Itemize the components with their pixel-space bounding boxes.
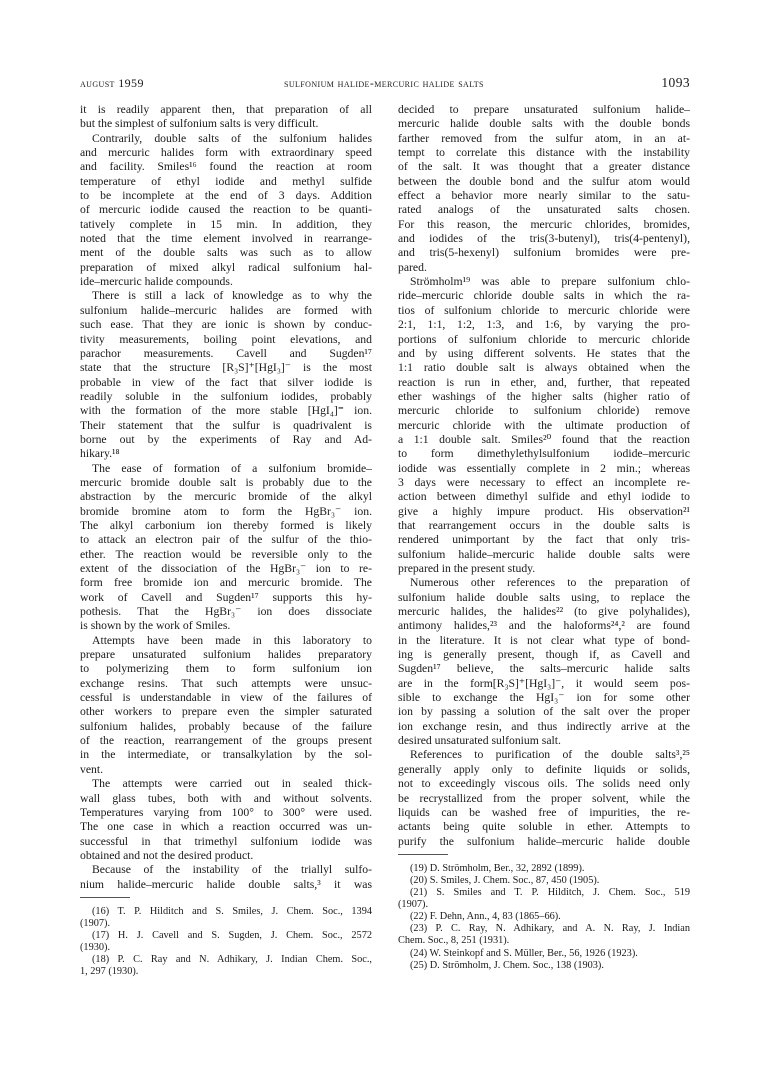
text-line: noted that the time element involved in rearrange- bbox=[80, 232, 372, 246]
text-line: between the double bond and the sulfur atom would bbox=[398, 174, 690, 188]
text-line: and iodides of the tris(3-butenyl), tris(4-pentenyl), bbox=[398, 232, 690, 246]
text-line: is shown by the work of Smiles. bbox=[80, 619, 231, 633]
text-line: Their statement that the sulfur is quadrivalent is bbox=[80, 418, 372, 432]
text-line: and facility. Smiles¹⁶ found the reaction at room bbox=[80, 160, 372, 174]
page-number: 1093 bbox=[661, 75, 690, 90]
text-line: ment of the double salts was such as to allow bbox=[80, 246, 372, 260]
text-line: abstraction by the mercuric bromide of the alkyl bbox=[80, 490, 372, 504]
text-line: that rearrangement occurs in the double salts is bbox=[398, 518, 690, 532]
text-line: 2:1, 1:1, 1:2, 1:3, and 1:6, by varying the pro- bbox=[398, 318, 690, 332]
text-line: in the literature. It is not clear what type of bond- bbox=[398, 633, 690, 647]
text-line: extent of the dissociation of the HgBr₃⁻ ion to re- bbox=[80, 562, 372, 575]
text-line: sulfonium halide–mercuric halide double salts were bbox=[398, 547, 690, 561]
text-line: and mercuric halides form with extraordinary speed bbox=[80, 146, 372, 160]
left-column-body bbox=[80, 103, 372, 892]
text-line: The ease of formation of a sulfonium bromide– bbox=[92, 461, 372, 475]
text-line: of the salt. It was thought that a greater distance bbox=[398, 160, 690, 174]
text-line: References to purification of the double salts³,²⁵ bbox=[410, 748, 690, 762]
text-line: cessful is understandable in view of the failures of bbox=[80, 691, 372, 705]
text-line: but the simplest of sulfonium salts is very difficult. bbox=[80, 117, 319, 131]
text-line: pothesis. That the HgBr₃⁻ ion does dissociate bbox=[80, 605, 372, 619]
text-line: ion exchange resin, and thus indirectly arrive at the bbox=[398, 719, 690, 733]
text-line: sulfonium halides, probably because of the failure bbox=[80, 719, 372, 733]
text-line: hikary.¹⁸ bbox=[80, 447, 120, 461]
text-line: action between dimethyl sulfide and ethyl iodide to bbox=[398, 490, 690, 504]
text-line: reaction is run in ether, and, further, that repeated bbox=[398, 375, 690, 389]
text-line: and by using different solvents. He states that the bbox=[398, 346, 690, 360]
reference-line: (19) D. Strömholm, Ber., 32, 2892 (1899). bbox=[410, 862, 585, 874]
text-line: bromide bromine atom to form the HgBr₃⁻ ion. bbox=[80, 504, 372, 518]
reference-line: (1907). bbox=[80, 918, 111, 929]
text-line: The alkyl carbonium ion thereby formed is likely bbox=[80, 518, 372, 532]
text-line: sulfonium halide double salts using, to replace the bbox=[398, 590, 690, 604]
text-line: it is readily apparent then, that preparation of all bbox=[80, 103, 372, 116]
text-line: farther removed from the sulfur atom, in an at- bbox=[398, 131, 690, 145]
reference-line: (1930). bbox=[80, 942, 111, 954]
text-line: give a highly impure product. His observation²¹ bbox=[398, 504, 690, 518]
text-line: state that the structure [R₃S]⁺[HgI₃]⁻ is the most bbox=[80, 361, 372, 375]
text-line: of mercuric iodide caused the reaction to be quanti- bbox=[80, 203, 372, 217]
footnote-rule bbox=[398, 854, 448, 855]
text-line: Attempts have been made in this laboratory to bbox=[92, 633, 372, 647]
text-line: work of Cavell and Sugden¹⁷ supports this hy- bbox=[80, 590, 372, 604]
text-line: vent. bbox=[80, 762, 104, 776]
text-line: portions of sulfonium chloride to mercuric chloride bbox=[398, 332, 690, 346]
text-line: sulfonium halide–mercuric halides are formed with bbox=[80, 303, 372, 317]
text-line: mercuric bromide double salt is probably due to the bbox=[80, 475, 372, 489]
text-line: 3 days were necessary to effect an incomplete re- bbox=[398, 475, 690, 489]
text-line: effect a behavior more nearly similar to the satu- bbox=[398, 189, 690, 203]
right-column-references bbox=[398, 863, 690, 972]
text-line: form free bromide ion and mercuric bromide. The bbox=[80, 576, 372, 590]
text-line: Contrarily, double salts of the sulfonium halides bbox=[92, 131, 372, 145]
text-line: and tris(5-hexenyl) sulfonium bromides were pre- bbox=[398, 246, 690, 260]
text-line: not to exceedingly viscous oils. The solids need only bbox=[398, 777, 690, 791]
text-line: be recrystallized from the proper solvent, while the bbox=[398, 791, 690, 805]
text-line: obtained and not the desired product. bbox=[80, 848, 254, 862]
reference-line: (23) P. C. Ray, N. Adhikary, and A. N. Ray, J. Indian bbox=[410, 923, 690, 935]
reference-line: (21) S. Smiles and T. P. Hilditch, J. Chem. Soc., 519 bbox=[410, 887, 690, 899]
text-line: readily soluble in the sulfonium iodides, probably bbox=[80, 389, 372, 403]
text-line: antimony halides,²³ and the haloforms²⁴,² are found bbox=[398, 619, 690, 633]
text-line: exchange resins. That such attempts were unsuc- bbox=[80, 676, 372, 690]
left-column bbox=[80, 103, 372, 978]
text-line: prepared in the present study. bbox=[398, 562, 536, 575]
reference-line: (24) W. Steinkopf and S. Müller, Ber., 56, 1926 (1923). bbox=[410, 947, 638, 959]
text-line: The one case in which a reaction occurred was un- bbox=[80, 820, 372, 834]
text-line: temperature of ethyl iodide and methyl sulfide bbox=[80, 174, 372, 188]
text-line: ether. The reaction would be reversible only to the bbox=[80, 547, 372, 561]
text-line: to be incomplete at the end of 3 days. Addition bbox=[80, 189, 372, 203]
text-line: tivity measurements, boiling point elevations, and bbox=[80, 332, 372, 346]
text-line: mercuric chloride with the ultimate production of bbox=[398, 418, 690, 432]
text-line: tios of sulfonium chloride to mercuric chloride were bbox=[398, 303, 690, 317]
header-title: sulfonium halide-mercuric halide salts bbox=[284, 76, 484, 90]
text-line: Sugden¹⁷ believe, the salts–mercuric halide salts bbox=[398, 662, 690, 676]
text-line: ether washings of the higher salts (higher ratio of bbox=[398, 389, 690, 403]
text-line: ride–mercuric chloride double salts in which the ra- bbox=[398, 289, 690, 303]
text-line: iodide was essentially complete in 2 min.; whereas bbox=[398, 461, 690, 475]
reference-line: Chem. Soc., 8, 251 (1931). bbox=[398, 935, 510, 947]
text-line: desired unsaturated sulfonium salt. bbox=[398, 734, 561, 748]
text-line: ide–mercuric halide compounds. bbox=[80, 275, 233, 289]
text-line: 1:1 ratio double salt is always obtained when the bbox=[398, 361, 690, 375]
reference-line: (17) H. J. Cavell and S. Sugden, J. Chem. Soc., 2572 bbox=[92, 930, 372, 942]
text-line: rendered unimportant by the fact that only tris- bbox=[398, 533, 690, 547]
text-line: The attempts were carried out in sealed thick- bbox=[92, 777, 372, 791]
text-line: generally apply only to definite liquids or solids, bbox=[398, 762, 690, 776]
text-line: in the intermediate, or transalkylation by the sol- bbox=[80, 748, 372, 762]
text-line: Strömholm¹⁹ was able to prepare sulfonium chlo- bbox=[410, 275, 690, 289]
text-line: For this reason, the mercuric chlorides, bromides, bbox=[398, 217, 690, 231]
reference-line: (16) T. P. Hilditch and S. Smiles, J. Chem. Soc., 1394 bbox=[92, 905, 372, 917]
text-line: sible to exchange the HgI₃⁻ ion for some other bbox=[398, 691, 690, 705]
text-line: to polymerizing them to form sulfonium ion bbox=[80, 662, 372, 676]
text-line: preparation of mixed alkyl radical sulfonium hal- bbox=[80, 260, 372, 274]
reference-line: (22) F. Dehn, Ann., 4, 83 (1865–66). bbox=[410, 911, 561, 923]
reference-line: (18) P. C. Ray and N. Adhikary, J. Indian Chem. Soc., bbox=[92, 954, 372, 966]
reference-line: (1907). bbox=[398, 899, 429, 911]
text-line: rated analogs of the unsaturated salts chosen. bbox=[398, 203, 690, 217]
text-line: mercuric chloride to sulfonium chloride) remove bbox=[398, 404, 690, 418]
text-line: successful in that trimethyl sulfonium iodide was bbox=[80, 834, 372, 848]
text-line: Because of the instability of the triallyl sulfo- bbox=[92, 863, 372, 877]
left-column-references bbox=[80, 906, 372, 979]
text-line: tatively complete in 15 min. In addition, they bbox=[80, 217, 372, 231]
running-header bbox=[80, 76, 690, 92]
text-line: tempt to correlate this distance with the instability bbox=[398, 146, 690, 160]
text-line: other workers to prepare even the simpler saturated bbox=[80, 705, 372, 719]
text-line: probable in view of the fact that silver iodide is bbox=[80, 375, 372, 389]
footnote-rule bbox=[80, 897, 130, 898]
reference-line: (20) S. Smiles, J. Chem. Soc., 87, 450 (1905). bbox=[410, 874, 600, 886]
text-line: with the formation of the more stable [HgI₄]⁼ ion. bbox=[80, 404, 372, 418]
right-column-body bbox=[398, 103, 690, 849]
text-line: ion by passing a solution of the salt over the proper bbox=[398, 705, 690, 719]
text-line: purify the sulfonium halide–mercuric halide double bbox=[398, 834, 690, 848]
text-line: of the reaction, rearrangement of the groups present bbox=[80, 734, 372, 748]
text-line: to form dimethylethylsulfonium iodide–mercuric bbox=[398, 447, 690, 461]
text-line: There is still a lack of knowledge as to why the bbox=[92, 289, 372, 303]
text-line: mercuric halide double salts with the double bonds bbox=[398, 117, 690, 131]
text-line: such ease. That they are ionic is shown by conduc- bbox=[80, 318, 372, 332]
right-column bbox=[398, 103, 690, 972]
text-line: a 1:1 double salt. Smiles²⁰ found that the reaction bbox=[398, 432, 690, 446]
text-line: parachor measurements. Cavell and Sugden¹⁷ bbox=[80, 346, 372, 360]
text-line: wall glass tubes, both with and without solvents. bbox=[80, 791, 372, 805]
text-line: mercuric halides, the halides²² (to give polyhalides), bbox=[398, 605, 690, 619]
text-line: borne out by the experiments of Ray and Ad- bbox=[80, 432, 372, 446]
text-line: to attack an electron pair of the sulfur of the thio- bbox=[80, 533, 372, 547]
text-line: Numerous other references to the preparation of bbox=[410, 576, 690, 590]
text-line: actants being quite soluble in ether. Attempts to bbox=[398, 820, 690, 834]
header-date: august 1959 bbox=[80, 76, 144, 90]
reference-line: 1, 297 (1930). bbox=[80, 966, 139, 978]
text-line: prepare unsaturated sulfonium halides preparatory bbox=[80, 648, 372, 662]
text-line: are in the form[R₃S]⁺[HgI₃]⁻, it would seem pos- bbox=[398, 676, 690, 690]
text-line: ing is generally present, though if, as Cavell and bbox=[398, 648, 690, 662]
text-line: nium halide–mercuric halide double salts,³ it was bbox=[80, 877, 372, 891]
text-line: pared. bbox=[398, 260, 427, 274]
text-line: Temperatures varying from 100° to 300° were used. bbox=[80, 805, 372, 819]
text-line: decided to prepare unsaturated sulfonium halide– bbox=[398, 103, 690, 116]
text-line: liquids can be washed free of impurities, the re- bbox=[398, 805, 690, 819]
reference-line: (25) D. Strömholm, J. Chem. Soc., 138 (1903). bbox=[410, 959, 604, 971]
